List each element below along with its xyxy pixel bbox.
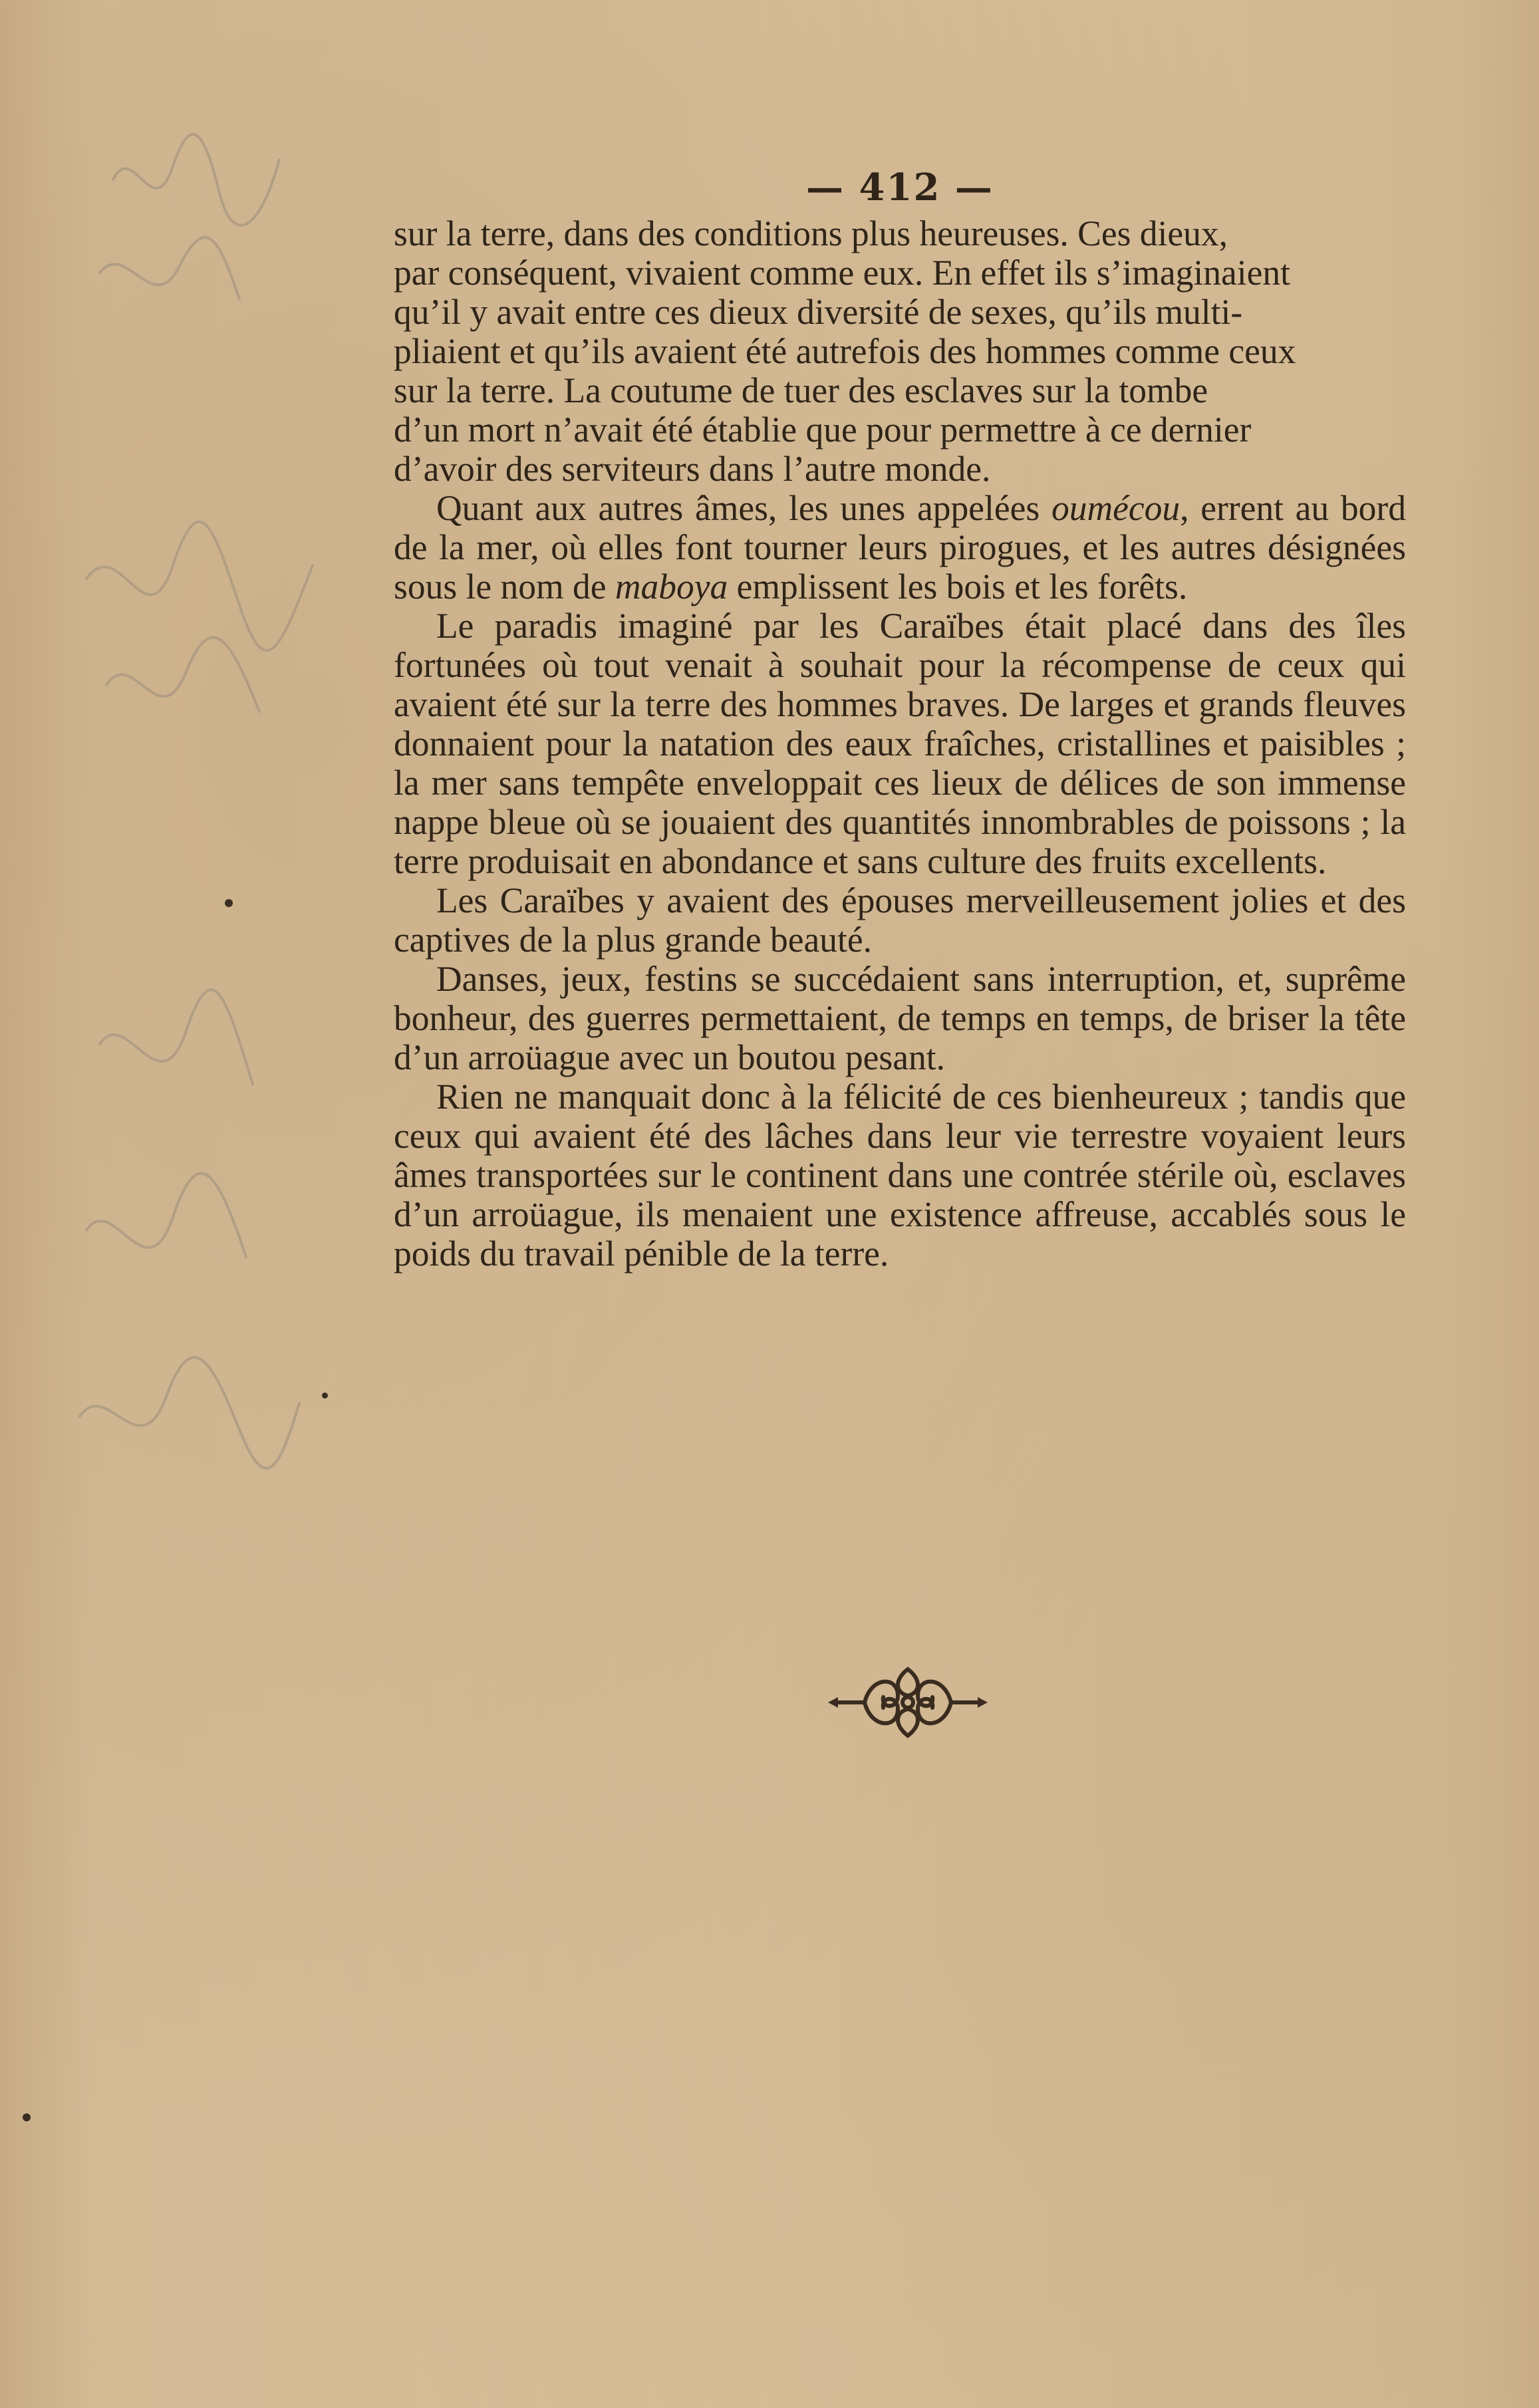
paragraph-6: Rien ne manquait donc à la félicité de ces bienheureux ; tandis que ceux qui avaient été des lâches dans leur vie terrestre voyaient leurs âmes transportées sur le continent dans une contrée stérile où, esclaves d’un arroüague, ils menaient une existence affreuse, accablés sous le poids du travail pénible de la terre. [394,1077,1406,1273]
line: pliaient et qu’ils avaient été autrefois des hommes comme ceux [394,331,1296,371]
text-segment: Quant aux autres âmes, les unes appelées [436,488,1051,528]
line: qu’il y avait entre ces dieux diversité de sexes, qu’ils multi- [394,292,1243,332]
ink-speck [225,899,233,907]
ink-speck [23,2113,31,2121]
text-segment: , errent au bord de la mer, où elles font tourner leurs pirogues, et les autres désignées sous le nom de [394,488,1406,606]
paragraph-5: Danses, jeux, festins se succédaient sans interruption, et, suprême bonheur, des guerres permettaient, de temps en temps, de briser la tête d’un arroüague avec un boutou pesant. [394,959,1406,1077]
ink-speck [322,1393,328,1399]
italic-term-maboya: maboya [615,567,728,606]
text-column [394,166,1406,1273]
paragraph-2 [394,489,1406,606]
paragraph-1 [394,214,1406,489]
line: d’un mort n’avait été établie que pour permettre à ce dernier [394,410,1252,450]
text-segment: emplissent les bois et les forêts. [728,567,1188,606]
italic-term-oumecou: ouméсou [1051,488,1181,528]
line: sur la terre, dans des conditions plus heureuses. Ces dieux, [394,213,1228,253]
faded-stamp-marks [60,100,372,1496]
paragraph-3: Le paradis imaginé par les Caraïbes était placé dans des îles fortunées où tout venait à souhait pour la récompense de ceux qui avaient été sur la terre des hommes braves. De larges et grands fleuves donnaient pour la natation des eaux fraîches, cristallines et paisibles ; la mer sans tempête enveloppait ces lieux de délices de son immense nappe bleue où se jouaient des quantités innombrables de poissons ; la terre produisait en abondance et sans culture des fruits excellents. [394,606,1406,881]
page-number: — 412 — [806,166,994,209]
line: par conséquent, vivaient comme eux. En effet ils s’imaginaient [394,253,1290,293]
paragraph-4: Les Caraïbes y avaient des épouses merveilleusement jolies et des captives de la plus grande beauté. [394,880,1406,960]
fleuron-ornament [825,1656,991,1749]
line: d’avoir des serviteurs dans l’autre monde. [394,449,991,489]
line: sur la terre. La coutume de tuer des esclaves sur la tombe [394,370,1208,410]
